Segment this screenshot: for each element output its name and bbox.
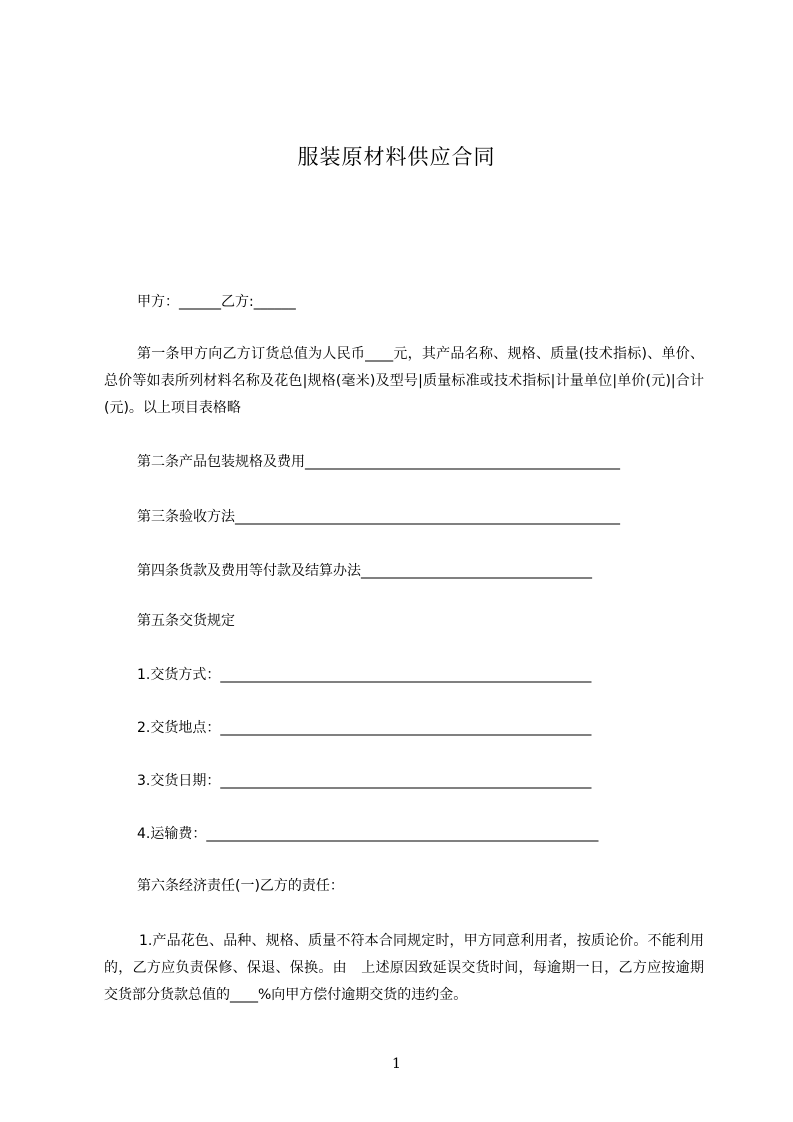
- transport-fee-line: 4.运输费：________________________________________________________: [137, 826, 599, 842]
- article-1-paragraph: 第一条甲方向乙方订货总值为人民币____元，其产品名称、规格、质量(技术指标)、单价、总价等如表所列材料名称及花色|规格(毫米)及型号|质量标准或技术指标|计量单位|单价(元)|合计(元)。以上项目表格略: [104, 346, 704, 416]
- liability-1-paragraph: 1.产品花色、品种、规格、质量不符本合同规定时，甲方同意利用者，按质论价。不能利用的，乙方应负责保修、保退、保换。由 上述原因致延误交货时间，每逾期一日，乙方应按逾期交货部分货款总值的____%向甲方偿付逾期交货的违约金。: [104, 933, 704, 1003]
- delivery-date-line: 3.交货日期：_____________________________________________________: [137, 773, 592, 789]
- parties-line: 甲方：______乙方:______: [137, 294, 296, 310]
- article-6-heading: 第六条经济责任(一)乙方的责任：: [137, 878, 344, 894]
- article-5-heading: 第五条交货规定: [137, 613, 235, 629]
- article-2-line: 第二条产品包装规格及费用_____________________________________________: [137, 454, 620, 470]
- delivery-place-line: 2.交货地点：_____________________________________________________: [137, 720, 592, 736]
- delivery-method-line: 1.交货方式：_____________________________________________________: [137, 667, 592, 683]
- contract-title: 服装原材料供应合同: [297, 145, 496, 169]
- page-number: 1: [392, 1056, 401, 1072]
- article-4-line: 第四条货款及费用等付款及结算办法_________________________________: [137, 563, 592, 579]
- article-3-line: 第三条验收方法_______________________________________________________: [137, 509, 620, 525]
